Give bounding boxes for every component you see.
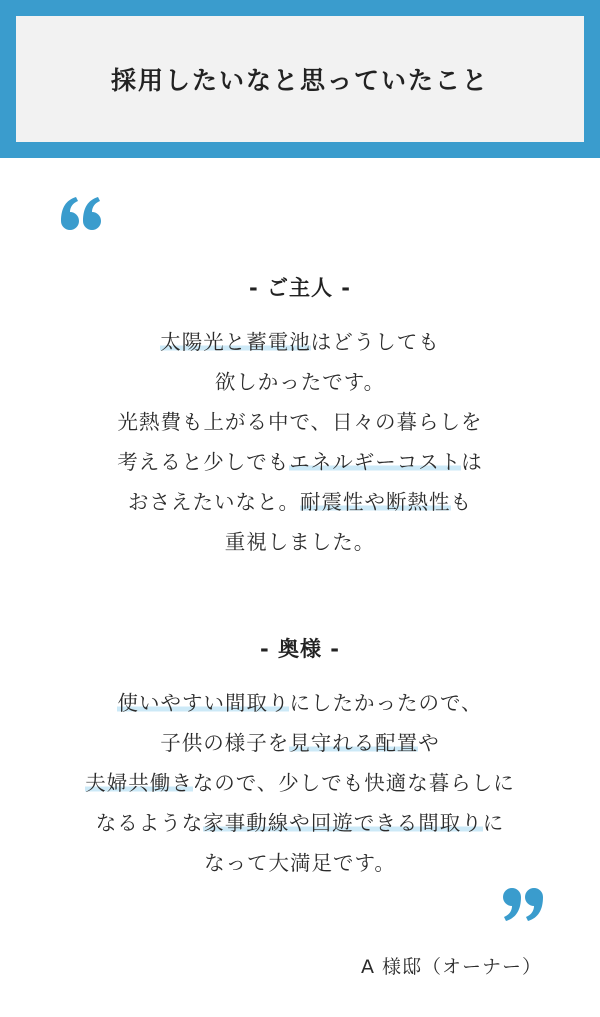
- comment-text: も: [450, 490, 472, 514]
- comment-text: は: [461, 450, 483, 474]
- highlighted-text: 使いやすい間取り: [117, 691, 290, 715]
- header-band: [0, 0, 600, 158]
- comment-line: [0, 402, 600, 442]
- comment-line: [0, 843, 600, 883]
- highlighted-text: 夫婦共働き: [85, 771, 193, 795]
- comment-line: [0, 763, 600, 803]
- comment-text: や: [418, 731, 440, 755]
- comment-text: 光熱費も上がる中で、日々の暮らしを: [117, 410, 483, 434]
- comment-text: に: [482, 811, 505, 835]
- comment-text: はどうしても: [310, 330, 440, 354]
- comment-line: [0, 723, 600, 763]
- highlighted-text: 耐震性や断熱性: [300, 490, 451, 514]
- comment-line: [0, 322, 600, 362]
- comment-line: [0, 482, 600, 522]
- comment-text: 考えると少しでも: [117, 450, 290, 474]
- page-title: 採用したいなと思っていたこと: [110, 66, 489, 95]
- comment-text: なって大満足です。: [204, 851, 396, 875]
- comment-text: 重視しました。: [224, 530, 376, 554]
- comment-line: [0, 522, 600, 562]
- comment-text: にしたかったので、: [289, 691, 483, 715]
- husband-heading: - ご主人 -: [248, 276, 352, 300]
- comment-text: 子供の様子を: [160, 731, 290, 755]
- highlighted-text: 家事動線や回遊できる間取り: [203, 811, 483, 835]
- highlighted-text: 見守れる配置: [289, 731, 419, 755]
- comment-line: [0, 803, 600, 843]
- comment-text: おさえたいなと。: [128, 490, 300, 514]
- open-quote-icon: [58, 196, 104, 232]
- comment-line: [0, 683, 600, 723]
- husband-comment: [0, 322, 600, 562]
- comment-line: [0, 442, 600, 482]
- wife-heading: - 奥様 -: [259, 637, 341, 661]
- comment-text: 欲しかったです。: [214, 370, 386, 394]
- comment-text: なるような: [95, 811, 204, 835]
- comment-line: [0, 362, 600, 402]
- highlighted-text: 太陽光と蓄電池: [160, 330, 311, 354]
- wife-comment: [0, 683, 600, 883]
- signature: A 様邸（オーナー）: [360, 956, 542, 978]
- comment-text: なので、少しでも快適な暮らしに: [192, 771, 515, 795]
- close-quote-icon: [500, 886, 546, 922]
- title-box: [16, 16, 584, 142]
- highlighted-text: エネルギーコスト: [289, 450, 462, 474]
